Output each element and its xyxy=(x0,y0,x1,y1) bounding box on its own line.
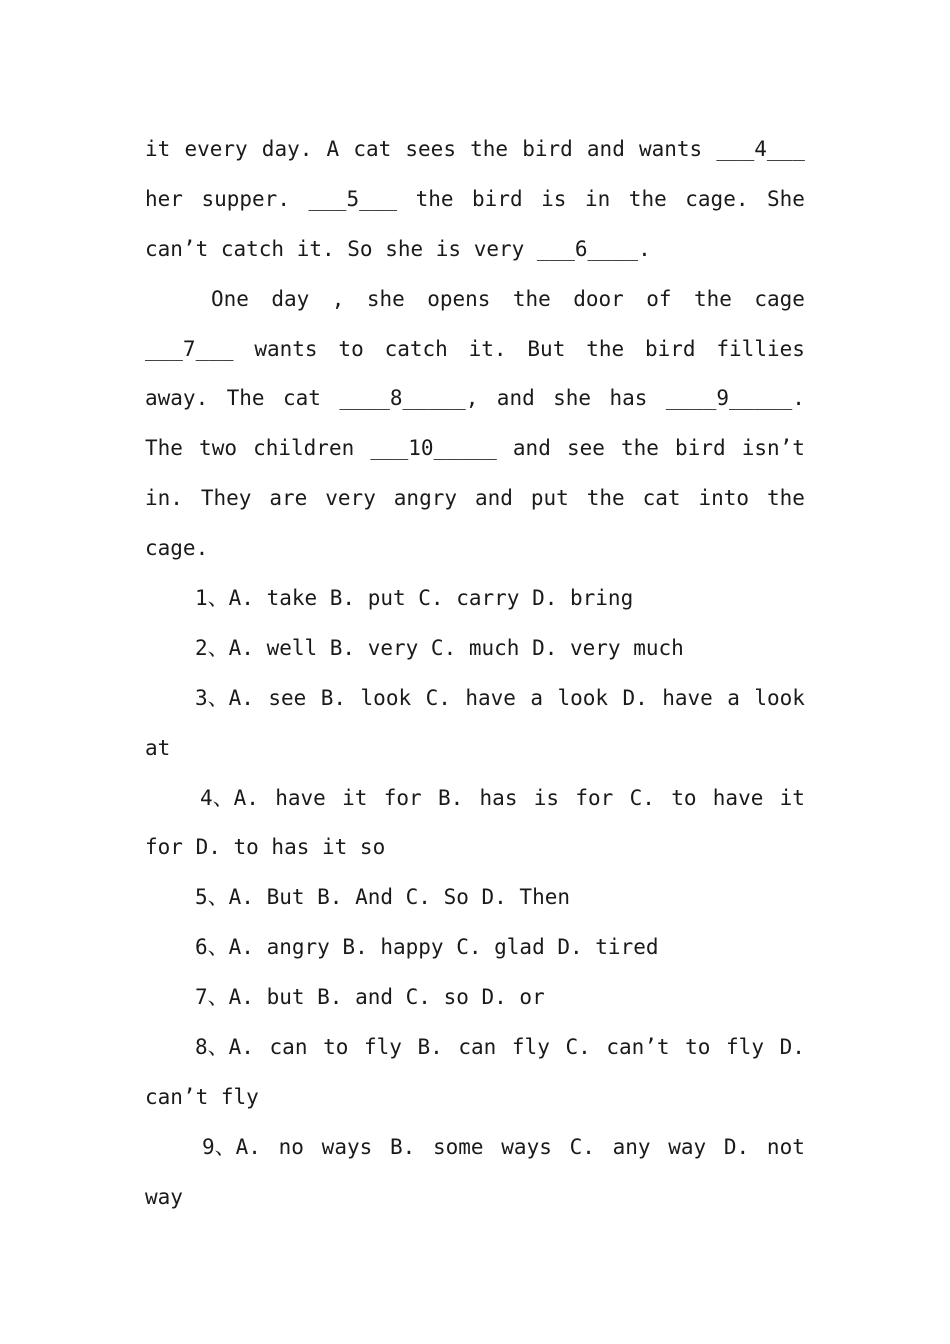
word: angry xyxy=(393,486,457,511)
word: in. xyxy=(145,486,183,511)
justified-words xyxy=(211,275,805,325)
line-text: 7、A. but B. and C. so D. or xyxy=(195,985,545,1010)
justified-words xyxy=(195,1023,805,1073)
text-line xyxy=(145,225,805,275)
word: ___5___ xyxy=(308,186,398,211)
line-text: 1、A. take B. put C. carry D. bring xyxy=(195,586,634,611)
word: 4、A. xyxy=(200,785,259,810)
word: The xyxy=(226,386,265,411)
word: supper. xyxy=(201,186,290,211)
word: But xyxy=(527,336,566,361)
word: have xyxy=(465,685,516,710)
word: it. xyxy=(468,336,507,361)
word: not xyxy=(766,1134,805,1159)
word: of xyxy=(646,286,672,311)
word: opens xyxy=(427,286,491,311)
word: it xyxy=(779,785,805,810)
word: cat xyxy=(353,137,392,161)
word: can xyxy=(269,1035,308,1060)
text-line xyxy=(145,1173,805,1223)
justified-words xyxy=(200,774,805,824)
word: ___7___ xyxy=(145,336,234,361)
line-text: for D. to has it so xyxy=(145,835,386,860)
text-line xyxy=(145,574,805,624)
word: cage. xyxy=(685,186,749,211)
word: are xyxy=(269,486,308,511)
word: B. xyxy=(437,785,464,810)
word: two xyxy=(199,436,237,461)
word: and xyxy=(512,436,551,461)
text-line xyxy=(145,474,805,524)
word: cat xyxy=(642,486,681,511)
word: see xyxy=(566,436,605,461)
word: C. xyxy=(569,1134,595,1159)
text-line xyxy=(145,125,805,175)
word: bird xyxy=(472,186,523,211)
word: put xyxy=(530,486,569,511)
word: have xyxy=(712,785,764,810)
word: fly xyxy=(511,1035,550,1060)
word: day. xyxy=(261,137,313,161)
word: look xyxy=(557,685,609,710)
word: way xyxy=(668,1134,707,1159)
justified-words xyxy=(145,125,805,175)
word: look xyxy=(754,685,805,710)
word: cat xyxy=(282,386,321,411)
justified-words xyxy=(145,474,805,524)
word: bird xyxy=(522,137,573,161)
word: to xyxy=(338,336,364,361)
justified-words xyxy=(195,674,805,724)
word: They xyxy=(200,486,252,511)
word: catch xyxy=(384,336,448,361)
word: , xyxy=(331,286,345,311)
line-text: can’t catch it. So she is very ___6____. xyxy=(145,236,651,261)
word: in xyxy=(584,186,611,211)
text-line xyxy=(145,973,805,1023)
word: have xyxy=(662,685,713,710)
word: the xyxy=(415,186,454,211)
text-line xyxy=(145,374,805,424)
text-line xyxy=(145,1073,805,1123)
word: D. xyxy=(723,1134,750,1159)
word: into xyxy=(698,486,750,511)
word: sees xyxy=(405,137,456,161)
text-line xyxy=(145,524,805,574)
word: ___10_____ xyxy=(370,436,497,461)
word: and xyxy=(586,137,625,161)
line-text: cage. xyxy=(145,536,209,561)
word: to xyxy=(671,785,697,810)
word: every xyxy=(184,137,248,161)
word: ways xyxy=(321,1134,373,1159)
word: fly xyxy=(726,1035,764,1060)
text-line xyxy=(145,624,805,674)
word: the xyxy=(766,486,805,511)
line-text: 5、A. But B. And C. So D. Then xyxy=(195,885,571,910)
word: fillies xyxy=(716,336,805,361)
text-line xyxy=(145,923,805,973)
word: away. xyxy=(145,386,209,411)
word: the xyxy=(628,186,667,211)
word: ____8_____, xyxy=(339,386,479,411)
word: some xyxy=(432,1134,484,1159)
word: C. xyxy=(565,1035,591,1060)
word: 3、A. xyxy=(195,685,254,710)
word: it xyxy=(342,785,368,810)
word: door xyxy=(573,286,624,311)
word: her xyxy=(145,186,183,211)
word: day xyxy=(271,286,310,311)
line-text: way xyxy=(145,1184,183,1209)
word: 9、A. xyxy=(202,1134,261,1159)
word: the xyxy=(621,436,659,461)
document-body xyxy=(145,125,805,1223)
word: a xyxy=(530,685,543,710)
word: 8、A. xyxy=(195,1035,254,1060)
word: is xyxy=(533,785,560,810)
word: for xyxy=(575,785,614,810)
word: it xyxy=(145,137,171,161)
justified-words xyxy=(145,374,805,424)
line-text: can’t fly xyxy=(145,1084,259,1109)
word: cage xyxy=(754,286,805,311)
word: bird xyxy=(675,436,726,461)
word: One xyxy=(211,286,249,311)
word: she xyxy=(366,286,405,311)
word: She xyxy=(767,186,805,211)
text-line xyxy=(145,873,805,923)
word: ____9_____. xyxy=(665,386,805,411)
word: D. xyxy=(779,1035,805,1060)
word: children xyxy=(253,436,355,461)
word: and xyxy=(496,386,535,411)
justified-words xyxy=(145,325,805,375)
word: the xyxy=(694,286,732,311)
line-text: 6、A. angry B. happy C. glad D. tired xyxy=(195,935,659,960)
line-text: 2、A. well B. very C. much D. very much xyxy=(195,635,684,660)
text-line xyxy=(145,724,805,774)
text-line xyxy=(145,823,805,873)
word: see xyxy=(268,685,307,710)
word: have xyxy=(275,785,326,810)
word: no xyxy=(278,1134,304,1159)
word: B. xyxy=(320,685,347,710)
word: to xyxy=(685,1035,711,1060)
word: for xyxy=(383,785,422,810)
word: B. xyxy=(417,1035,443,1060)
word: to xyxy=(323,1035,349,1060)
word: very xyxy=(325,486,376,511)
word: can xyxy=(458,1035,497,1060)
word: has xyxy=(479,785,518,810)
word: ways xyxy=(501,1134,552,1159)
word: the xyxy=(512,286,551,311)
word: B. xyxy=(389,1134,416,1159)
word: has xyxy=(609,386,648,411)
word: the xyxy=(586,336,625,361)
word: she xyxy=(553,386,592,411)
text-line xyxy=(145,1023,805,1073)
word: fly xyxy=(363,1035,402,1060)
word: is xyxy=(541,186,567,211)
text-line xyxy=(145,275,805,325)
word: can’t xyxy=(606,1035,670,1060)
word: A xyxy=(326,137,340,161)
word: the xyxy=(586,486,625,511)
word: isn’t xyxy=(741,436,805,461)
word: bird xyxy=(644,336,696,361)
word: the xyxy=(470,137,509,161)
text-line xyxy=(145,674,805,724)
word: wants xyxy=(638,137,703,161)
word: a xyxy=(727,685,740,710)
text-line xyxy=(145,424,805,474)
word: D. xyxy=(622,685,648,710)
text-line xyxy=(145,1123,805,1173)
word: C. xyxy=(629,785,655,810)
text-line xyxy=(145,175,805,225)
word: wants xyxy=(254,336,318,361)
word: ___4___ xyxy=(716,137,805,161)
justified-words xyxy=(202,1123,805,1173)
word: any xyxy=(612,1134,651,1159)
word: and xyxy=(474,486,513,511)
justified-words xyxy=(145,175,805,225)
line-text: at xyxy=(145,735,171,760)
justified-words xyxy=(145,424,805,474)
text-line xyxy=(145,774,805,824)
text-line xyxy=(145,325,805,375)
word: C. xyxy=(425,685,451,710)
word: look xyxy=(360,685,412,710)
word: The xyxy=(145,436,183,461)
